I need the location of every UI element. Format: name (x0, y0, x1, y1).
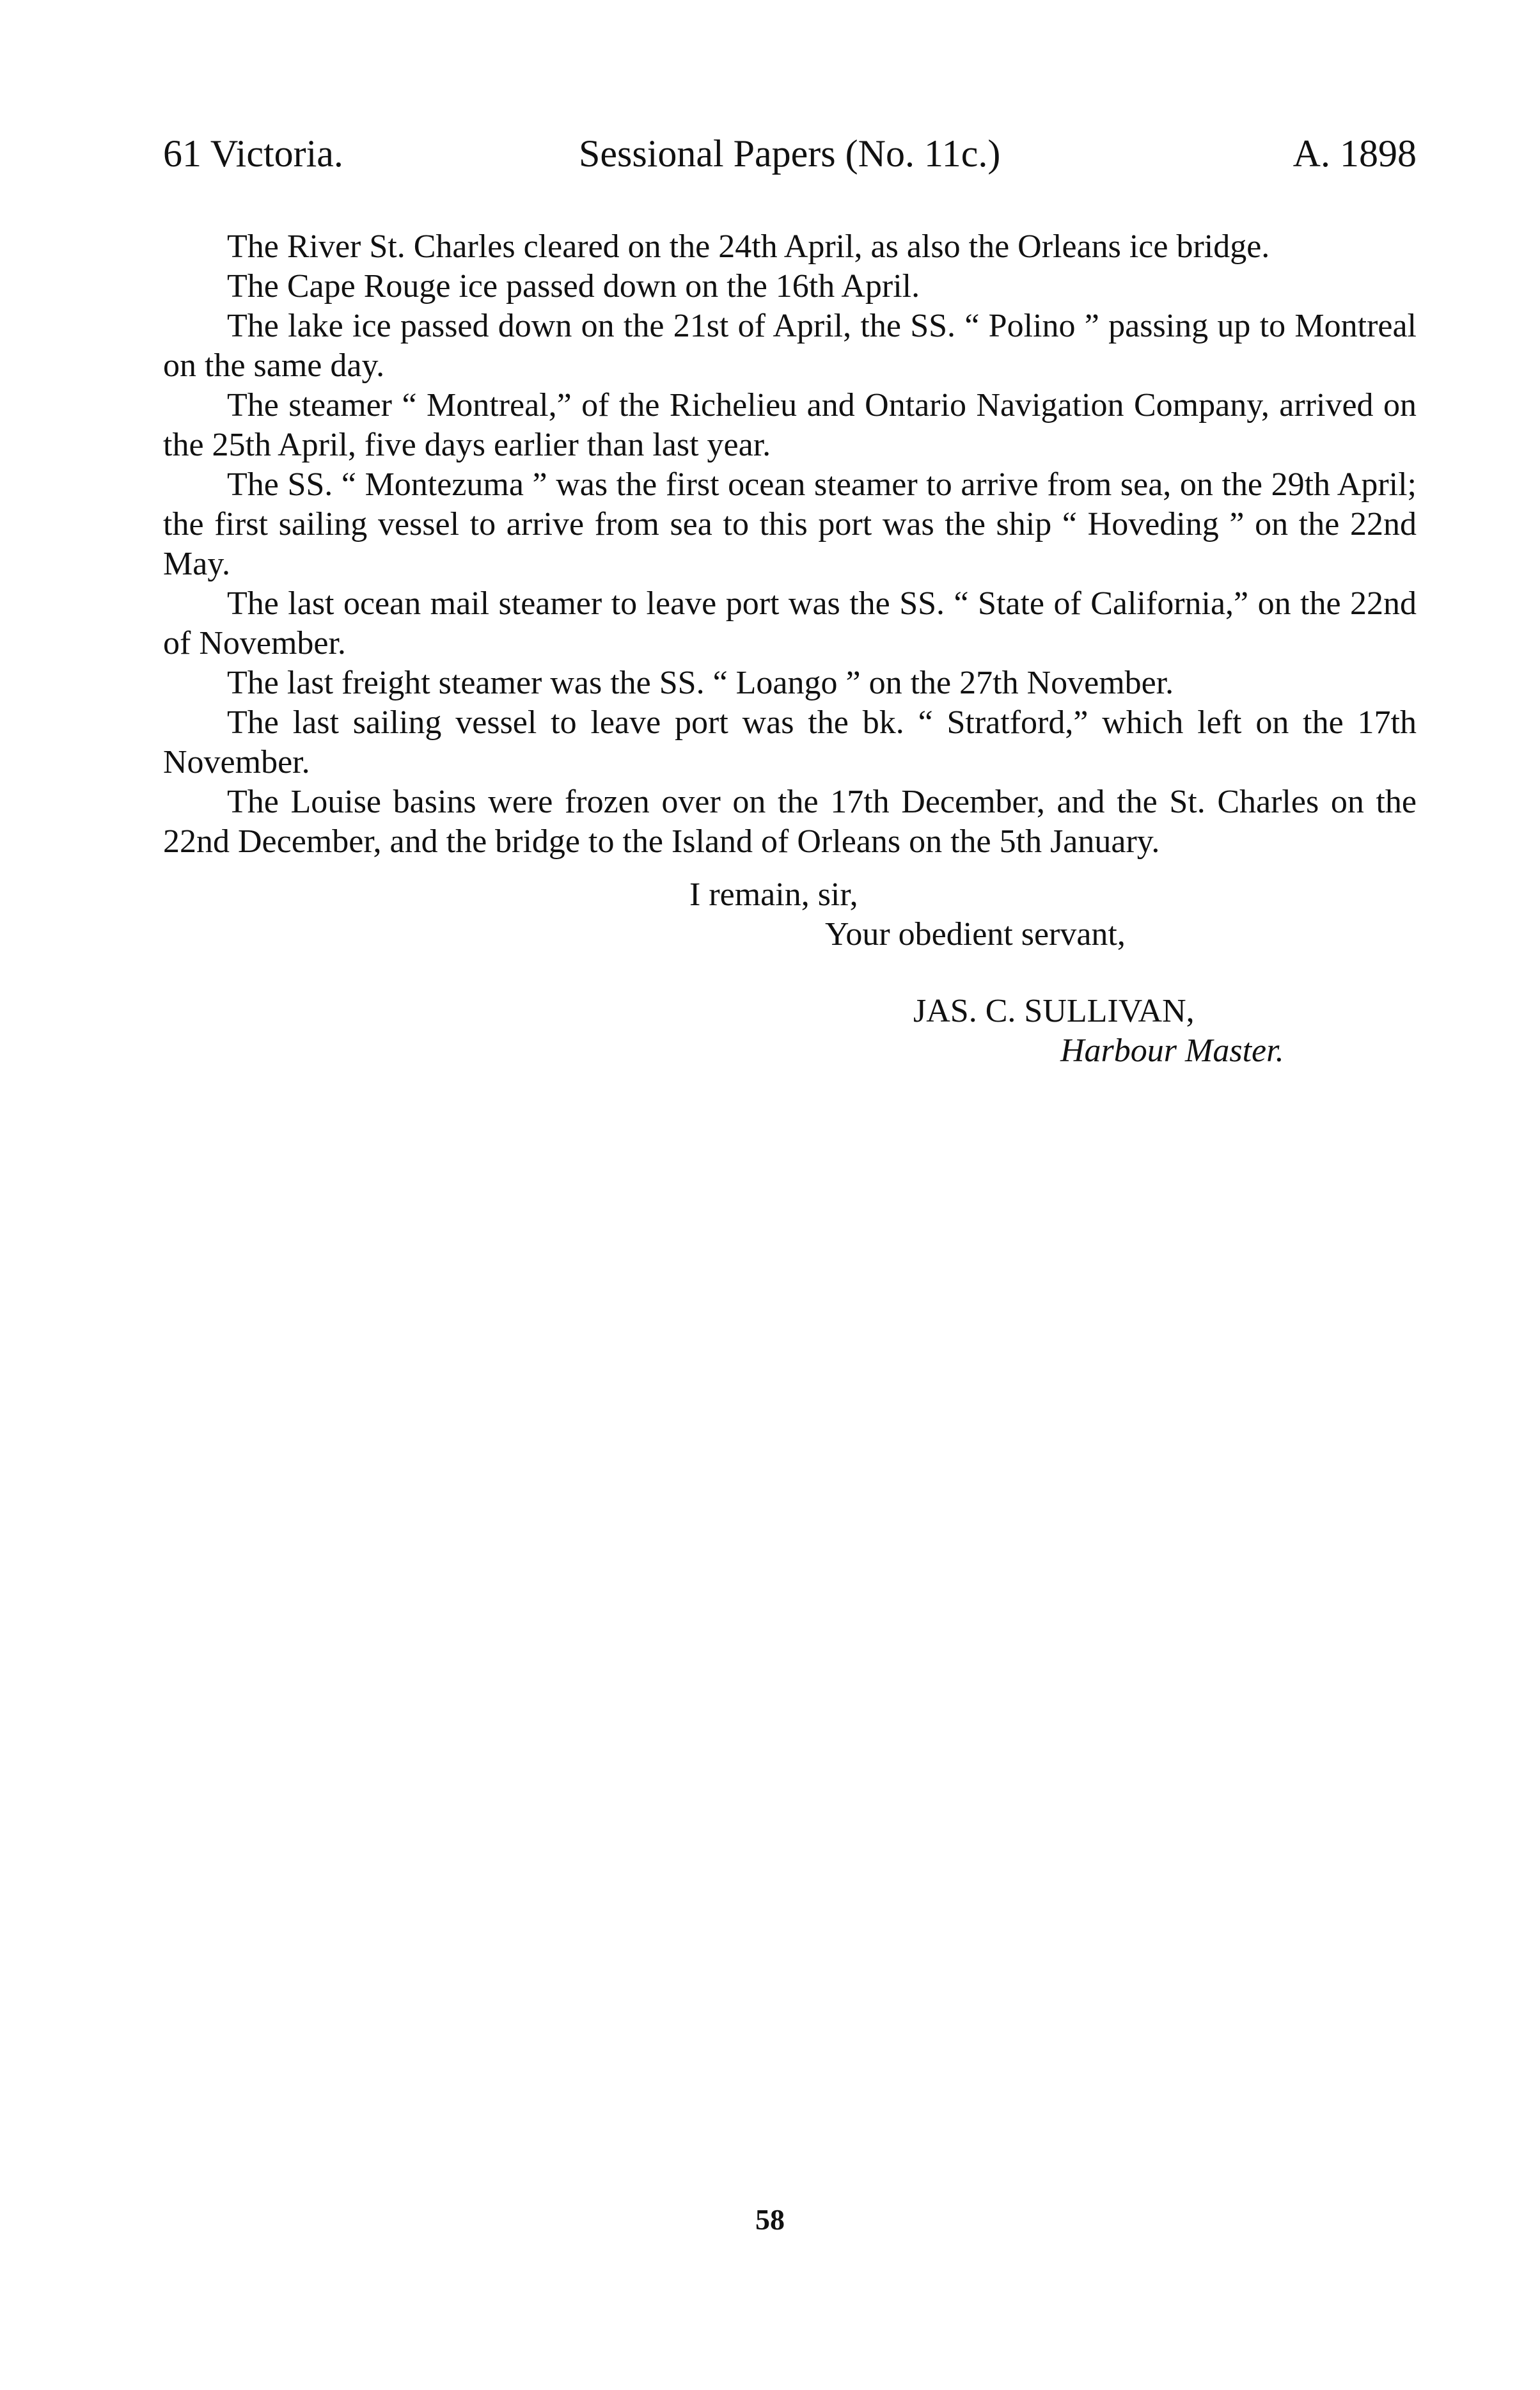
paragraph: The last ocean mail steamer to leave port was the SS. “ State of California,” on the 22nd of November. (163, 585, 1417, 661)
closing-servant: Your obedient servant, (825, 916, 1126, 953)
paragraph: The Louise basins were frozen over on the 17th December, and the St. Charles on the 22nd December, and the bridge to the Island of Orleans on the 5th January. (163, 784, 1417, 860)
closing-salutation: I remain, sir, (689, 876, 858, 913)
running-header (163, 128, 1417, 179)
paragraph: The River St. Charles cleared on the 24th April, as also the Orleans ice bridge. (227, 228, 1270, 265)
header-year: A. 1898 (1292, 132, 1417, 175)
page-number: 58 (755, 2203, 785, 2236)
header-title: Sessional Papers (No. 11c.) (579, 132, 1001, 175)
paragraph: The Cape Rouge ice passed down on the 16th April. (227, 268, 920, 305)
paragraph: The lake ice passed down on the 21st of April, the SS. “ Polino ” passing up to Montreal on the same day. (163, 308, 1417, 384)
paragraph: The last freight steamer was the SS. “ Loango ” on the 27th November. (227, 665, 1174, 701)
signature-name: JAS. C. SULLIVAN, (913, 993, 1195, 1029)
paragraph: The SS. “ Montezuma ” was the first ocean steamer to arrive from sea, on the 29th April; the first sailing vessel to arrive from sea to this port was the ship “ Hoveding ” on the 22nd May. (163, 466, 1417, 582)
signature-title: Harbour Master. (1060, 1033, 1284, 1069)
report-body (163, 227, 1417, 862)
paragraph: The last sailing vessel to leave port was the bk. “ Stratford,” which left on the 17th November. (163, 704, 1417, 780)
paragraph: The steamer “ Montreal,” of the Richelieu and Ontario Navigation Company, arrived on the 25th April, five days earlier than last year. (163, 387, 1417, 463)
header-session: 61 Victoria. (163, 132, 343, 175)
